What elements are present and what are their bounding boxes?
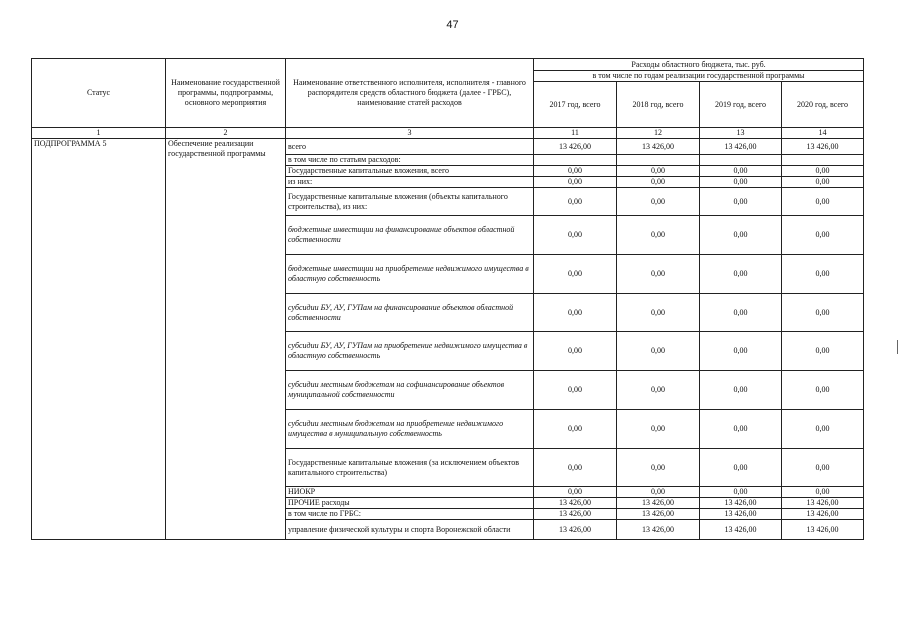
- table-row: [32, 139, 864, 155]
- value-cell: 13 426,00: [700, 139, 782, 155]
- value-cell: [700, 155, 782, 166]
- value-cell: 0,00: [700, 294, 782, 332]
- row-label: в том числе по статьям расходов:: [286, 155, 534, 166]
- value-cell: 0,00: [617, 371, 700, 410]
- row-label: Государственные капитальные вложения, всего: [286, 166, 534, 177]
- program-name-cell: Обеспечение реализации государственной программы: [166, 139, 286, 540]
- value-cell: 13 426,00: [534, 139, 617, 155]
- value-cell: 0,00: [534, 166, 617, 177]
- value-cell: 0,00: [782, 332, 864, 371]
- status-cell: ПОДПРОГРАММА 5: [32, 139, 166, 540]
- value-cell: 13 426,00: [782, 509, 864, 520]
- value-cell: 0,00: [617, 177, 700, 188]
- value-cell: 0,00: [700, 371, 782, 410]
- value-cell: 0,00: [534, 177, 617, 188]
- header-year-2020: 2020 год, всего: [782, 82, 864, 128]
- row-label: бюджетные инвестиции на приобретение недвижимого имущества в областную собственность: [286, 255, 534, 294]
- value-cell: 0,00: [617, 216, 700, 255]
- value-cell: 0,00: [782, 166, 864, 177]
- value-cell: 0,00: [700, 216, 782, 255]
- row-label: субсидии местным бюджетам на приобретение недвижимого имущества в муниципальную собственность: [286, 410, 534, 449]
- value-cell: 0,00: [700, 410, 782, 449]
- value-cell: [782, 155, 864, 166]
- value-cell: 0,00: [534, 371, 617, 410]
- row-label: бюджетные инвестиции на финансирование объектов областной собственности: [286, 216, 534, 255]
- value-cell: 0,00: [700, 449, 782, 487]
- value-cell: 0,00: [534, 487, 617, 498]
- value-cell: 13 426,00: [534, 520, 617, 540]
- value-cell: [617, 155, 700, 166]
- value-cell: 0,00: [700, 188, 782, 216]
- value-cell: 13 426,00: [617, 520, 700, 540]
- row-label: в том числе по ГРБС:: [286, 509, 534, 520]
- row-label: из них:: [286, 177, 534, 188]
- value-cell: 0,00: [700, 166, 782, 177]
- col-number: 11: [534, 128, 617, 139]
- value-cell: 13 426,00: [700, 498, 782, 509]
- value-cell: 13 426,00: [534, 509, 617, 520]
- value-cell: 0,00: [617, 294, 700, 332]
- header-executor: Наименование ответственного исполнителя, исполнителя - главного распорядителя средств областного бюджета (далее - ГРБС), наименование статей расходов: [286, 59, 534, 128]
- header-year-2019: 2019 год, всего: [700, 82, 782, 128]
- value-cell: 0,00: [534, 188, 617, 216]
- value-cell: 0,00: [534, 255, 617, 294]
- value-cell: 13 426,00: [782, 498, 864, 509]
- value-cell: 0,00: [534, 294, 617, 332]
- row-label: субсидии БУ, АУ, ГУПам на приобретение недвижимого имущества в областную собственность: [286, 332, 534, 371]
- col-number: 13: [700, 128, 782, 139]
- col-number: 3: [286, 128, 534, 139]
- row-label: субсидии местным бюджетам на софинансирование объектов муниципальной собственности: [286, 371, 534, 410]
- value-cell: 0,00: [617, 410, 700, 449]
- value-cell: 0,00: [700, 255, 782, 294]
- value-cell: 13 426,00: [700, 520, 782, 540]
- margin-mark: [897, 340, 898, 354]
- value-cell: 0,00: [700, 487, 782, 498]
- value-cell: 0,00: [782, 410, 864, 449]
- col-number: 2: [166, 128, 286, 139]
- value-cell: 0,00: [617, 332, 700, 371]
- value-cell: 13 426,00: [617, 139, 700, 155]
- row-label: всего: [286, 139, 534, 155]
- col-number: 14: [782, 128, 864, 139]
- header-program-name: Наименование государственной программы, подпрограммы, основного мероприятия: [166, 59, 286, 128]
- value-cell: 0,00: [700, 177, 782, 188]
- value-cell: 0,00: [782, 188, 864, 216]
- value-cell: 0,00: [617, 188, 700, 216]
- value-cell: 0,00: [782, 449, 864, 487]
- value-cell: 13 426,00: [534, 498, 617, 509]
- row-label: НИОКР: [286, 487, 534, 498]
- budget-table: [31, 58, 864, 540]
- value-cell: 0,00: [534, 216, 617, 255]
- value-cell: 13 426,00: [700, 509, 782, 520]
- row-label: ПРОЧИЕ расходы: [286, 498, 534, 509]
- row-label: Государственные капитальные вложения (объекты капитального строительства), из них:: [286, 188, 534, 216]
- value-cell: 0,00: [617, 487, 700, 498]
- value-cell: 0,00: [534, 410, 617, 449]
- col-number: 1: [32, 128, 166, 139]
- row-label: управление физической культуры и спорта Воронежской области: [286, 520, 534, 540]
- header-expenses-title: Расходы областного бюджета, тыс. руб.: [534, 59, 864, 71]
- page-number: 47: [446, 19, 459, 31]
- row-label: Государственные капитальные вложения (за исключением объектов капитального строительства): [286, 449, 534, 487]
- value-cell: 13 426,00: [782, 139, 864, 155]
- value-cell: 0,00: [534, 332, 617, 371]
- value-cell: 13 426,00: [617, 498, 700, 509]
- value-cell: 0,00: [782, 216, 864, 255]
- column-number-row: [32, 128, 864, 139]
- value-cell: [534, 155, 617, 166]
- row-label: субсидии БУ, АУ, ГУПам на финансирование объектов областной собственности: [286, 294, 534, 332]
- value-cell: 0,00: [782, 487, 864, 498]
- value-cell: 13 426,00: [617, 509, 700, 520]
- value-cell: 0,00: [617, 449, 700, 487]
- value-cell: 0,00: [700, 332, 782, 371]
- header-status: Статус: [32, 59, 166, 128]
- header-by-years: в том числе по годам реализации государственной программы: [534, 71, 864, 82]
- value-cell: 0,00: [617, 166, 700, 177]
- value-cell: 0,00: [534, 449, 617, 487]
- value-cell: 0,00: [782, 255, 864, 294]
- header-year-2017: 2017 год, всего: [534, 82, 617, 128]
- value-cell: 0,00: [782, 294, 864, 332]
- value-cell: 0,00: [782, 371, 864, 410]
- value-cell: 13 426,00: [782, 520, 864, 540]
- header-year-2018: 2018 год, всего: [617, 82, 700, 128]
- col-number: 12: [617, 128, 700, 139]
- value-cell: 0,00: [617, 255, 700, 294]
- value-cell: 0,00: [782, 177, 864, 188]
